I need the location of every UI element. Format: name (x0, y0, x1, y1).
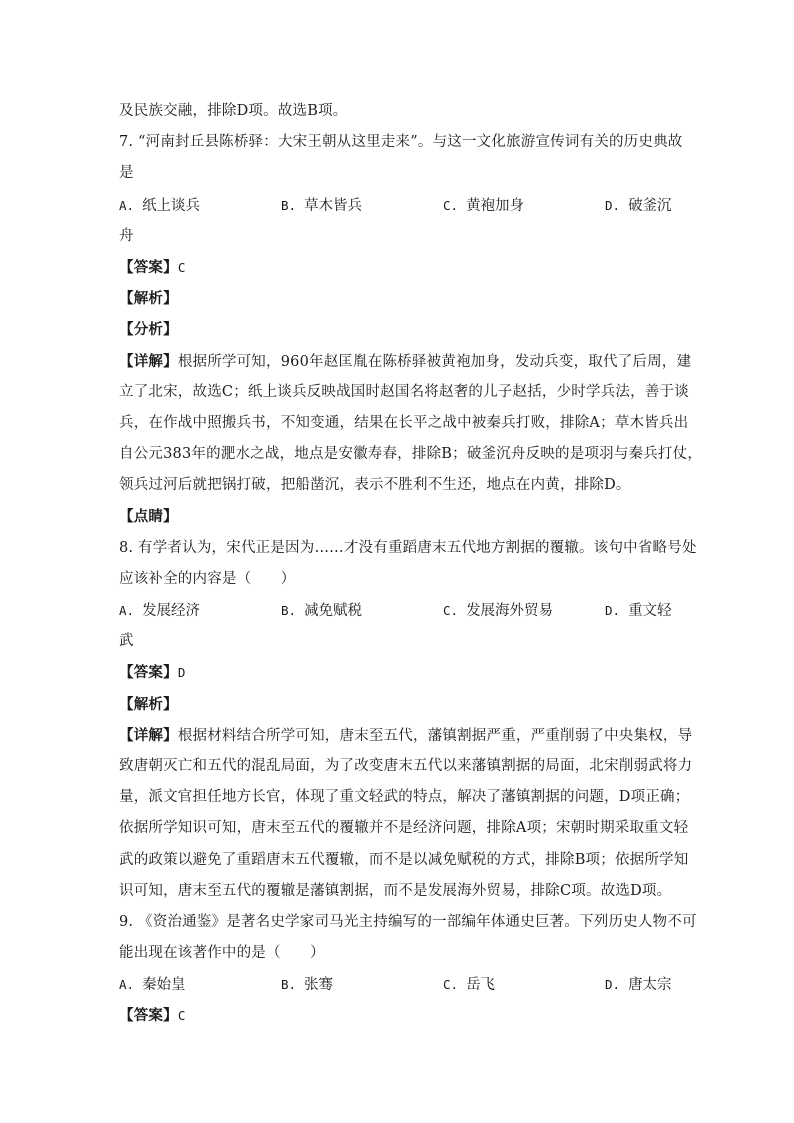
question-7-stem: 7. “河南封丘县陈桥驿：大宋王朝从这里走来”。与这一文化旅游宣传词有关的历史典故 (119, 134, 683, 151)
question-8-detail-4: 依据所学知识可知，唐末至五代的覆辙并不是经济问题，排除A项；宋朝时期采取重文轻 (119, 820, 689, 837)
detail-tag: 【详解】 (119, 726, 178, 744)
option-text: 张骞 (304, 977, 334, 994)
option-letter: D. (605, 977, 621, 993)
question-8-answer (119, 657, 679, 688)
answer-value: D (177, 665, 186, 681)
question-8-analysis (119, 689, 679, 720)
option-c (443, 595, 605, 626)
question-8-options (119, 595, 679, 626)
option-letter: C. (443, 197, 459, 213)
option-a (119, 595, 281, 626)
option-letter: B. (281, 197, 297, 213)
option-a (119, 190, 281, 221)
option-b (281, 595, 443, 626)
option-text: 岳飞 (466, 977, 496, 994)
option-text: 发展经济 (142, 603, 201, 619)
option-letter: B. (281, 977, 297, 993)
option-d-wrap: 武 (119, 633, 134, 650)
answer-tag: 【答案】 (119, 664, 178, 682)
detail-text: 根据所学可知，960年赵匡胤在陈桥驿被黄袍加身，发动兵变，取代了后周，建 (177, 353, 692, 370)
question-7-analysis (119, 283, 679, 314)
question-7-answer (119, 252, 679, 283)
question-7-detail-4: 自公元383年的淝水之战，地点是安徽寿春，排除B；破釜沉舟反映的是项羽与秦兵打仗， (119, 446, 703, 463)
question-7-stem-cont: 是 (119, 165, 134, 182)
question-8-detail-5: 武的政策以避免了重蹈唐末五代覆辙，而不是以减免赋税的方式，排除B项；依据所学知 (119, 851, 689, 868)
option-letter: A. (119, 197, 135, 213)
analysis-tag: 【解析】 (119, 290, 178, 308)
option-text: 重文轻 (628, 603, 672, 619)
option-d (605, 595, 677, 626)
question-8-detail-1 (119, 720, 693, 751)
option-b (281, 190, 443, 221)
document-page (119, 96, 703, 1032)
option-c (443, 190, 605, 221)
option-letter: B. (281, 603, 297, 618)
option-letter: C. (443, 977, 459, 993)
option-text: 黄袍加身 (466, 197, 525, 214)
question-9-stem: 9. 《资治通鉴》是著名史学家司马光主持编写的一部编年体通史巨著。下列历史人物不可 (119, 913, 697, 930)
question-7-detail-1 (119, 346, 692, 377)
option-b (281, 969, 443, 1000)
option-c (443, 969, 605, 1000)
dianjing-tag: 【点睛】 (119, 508, 178, 526)
option-text: 草木皆兵 (304, 197, 363, 214)
option-d-wrap: 舟 (119, 227, 134, 244)
option-text: 发展海外贸易 (466, 603, 554, 619)
option-text: 秦始皇 (142, 977, 186, 994)
question-8-detail-6: 识可知，唐末至五代的覆辙是藩镇割据，而不是发展海外贸易，排除C项。故选D项。 (119, 882, 672, 899)
question-8-stem-cont: 应该补全的内容是（ ） (119, 570, 296, 587)
option-letter: C. (443, 603, 459, 618)
analysis-tag: 【解析】 (119, 695, 178, 713)
text-line: 及民族交融，排除D项。故选B项。 (119, 103, 348, 119)
question-7-dianjing (119, 501, 679, 532)
option-text: 减免赋税 (304, 603, 363, 619)
option-letter: A. (119, 977, 135, 993)
option-letter: A. (119, 603, 135, 618)
fenxi-tag: 【分析】 (119, 321, 178, 339)
question-8-detail-2: 致唐朝灭亡和五代的混乱局面，为了改变唐末五代以来藩镇割据的局面，北宋削弱武将力 (119, 757, 693, 774)
option-letter: D. (605, 603, 621, 618)
detail-text: 根据材料结合所学可知，唐末至五代，藩镇割据严重，严重削弱了中央集权，导 (177, 727, 693, 744)
question-7-detail-2: 立了北宋，故选C；纸上谈兵反映战国时赵国名将赵奢的儿子赵括，少时学兵法，善于谈 (119, 383, 689, 400)
question-9-options (119, 969, 679, 1000)
question-9-stem-cont: 能出现在该著作中的是（ ） (119, 945, 325, 962)
question-7-detail-5: 领兵过河后就把锅打破，把船凿沉，表示不胜利不生还，地点在内黄，排除D。 (119, 477, 631, 494)
option-letter: D. (605, 197, 621, 213)
option-text: 破釜沉 (628, 197, 672, 214)
question-7-detail-3: 兵，在作战中照搬兵书，不知变通，结果在长平之战中被秦兵打败，排除A；草木皆兵出 (119, 414, 689, 431)
question-7-fenxi (119, 314, 679, 345)
option-a (119, 969, 281, 1000)
answer-tag: 【答案】 (119, 258, 178, 276)
detail-tag: 【详解】 (119, 352, 178, 370)
option-text: 纸上谈兵 (142, 197, 201, 214)
question-8-stem: 8. 有学者认为，宋代正是因为……才没有重蹈唐末五代地方割据的覆辙。该句中省略号处 (119, 539, 697, 556)
answer-value: C (177, 1008, 186, 1024)
answer-tag: 【答案】 (119, 1007, 178, 1025)
option-d (605, 190, 677, 221)
answer-value: C (177, 259, 186, 275)
question-9-answer (119, 1000, 679, 1031)
question-8-detail-3: 量，派文官担任地方长官，体现了重文轻武的特点，解决了藩镇割据的问题，D项正确； (119, 789, 690, 806)
question-7-options (119, 190, 679, 221)
option-d (605, 969, 677, 1000)
option-text: 唐太宗 (628, 977, 672, 994)
